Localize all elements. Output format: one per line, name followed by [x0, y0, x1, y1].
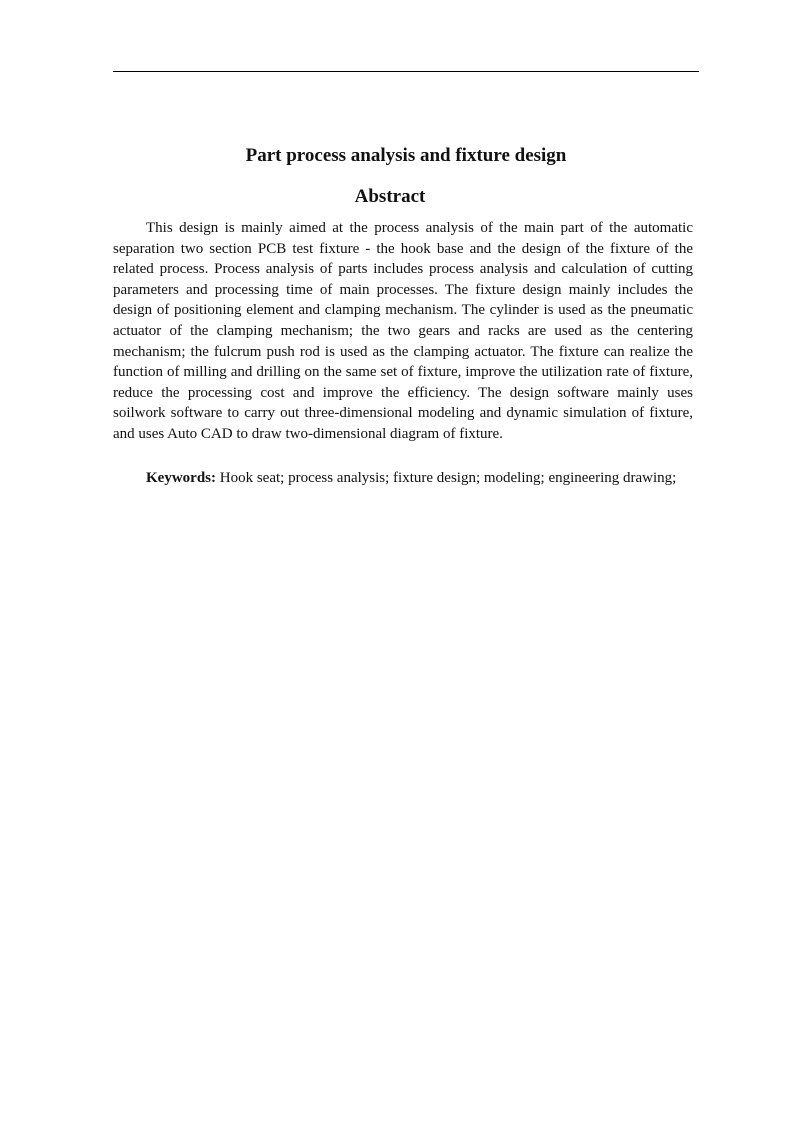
abstract-paragraph: This design is mainly aimed at the process analysis of the main part of the automatic separation two section PCB test fixture - the hook base and the design of the fixture of the related process. Process analysis of parts includes process analysis and calculation of cutting parameters and processing time of main processes. The fixture design mainly includes the design of positioning element and clamping mechanism. The cylinder is used as the pneumatic actuator of the clamping mechanism; the two gears and racks are used as the centering mechanism; the fulcrum push rod is used as the clamping actuator. The fixture can realize the function of milling and drilling on the same set of fixture, improve the utilization rate of fixture, reduce the processing cost and improve the efficiency. The design software mainly uses soilwork software to carry out three-dimensional modeling and dynamic simulation of fixture, and uses Auto CAD to draw two-dimensional diagram of fixture.: [113, 220, 693, 442]
abstract-heading: Abstract: [354, 186, 426, 207]
keywords-label: Keywords:: [146, 470, 216, 486]
page-title: Part process analysis and fixture design: [245, 145, 567, 166]
keywords-paragraph: [113, 468, 693, 489]
header-rule: [113, 71, 699, 72]
keywords-text: Hook seat; process analysis; fixture design; modeling; engineering drawing;: [216, 470, 677, 486]
